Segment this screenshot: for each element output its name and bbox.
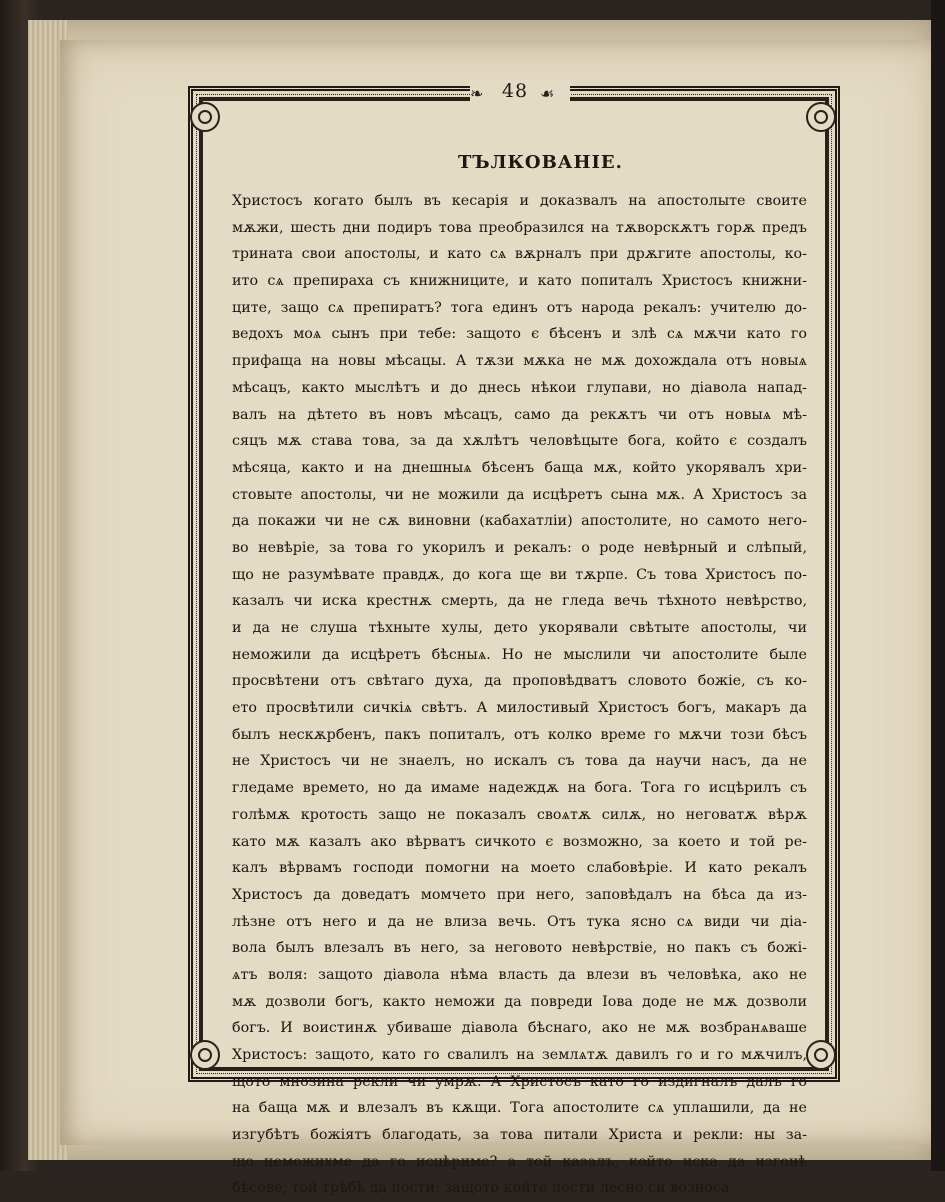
text-line: просвѣтени отъ свѣтаго духа, да проповѣдватъ словото божіе, съ ко- [232, 673, 807, 690]
fleuron-left-icon: ❧ [470, 84, 484, 103]
text-line: да покажи чи не сѫ виновни (кабахатліи) апостолите, но самото него- [232, 513, 807, 530]
text-line: ито сѧ препираха съ книжниците, и като попиталъ Христосъ книжни- [232, 273, 807, 290]
corner-ornament-icon [190, 102, 220, 132]
text-line: лѣзне отъ него и да не влиза вечь. Отъ тука ясно сѧ види чи діа- [232, 913, 807, 930]
text-line: и да не слуша тѣхныте хулы, дето укорявали свѣтыте апостолы, чи [232, 620, 807, 636]
text-line: Христосъ: защото, като го свалилъ на землѧтѫ давилъ го и го мѫчилъ, [232, 1047, 807, 1063]
text-line: прифаща на новы мѣсацы. А тѫзи мѫка не мѫ дохождала отъ новыѧ [232, 353, 807, 370]
text-line: былъ нескѫрбенъ, пакъ попиталъ, отъ колко време го мѫчи този бѣсъ [232, 726, 807, 743]
text-line: казалъ чи иска крестнѫ смерть, да не гледа вечь тѣхното невѣрство, [232, 593, 807, 610]
text-line: що не разумѣвате правдѫ, до кога ще ви тѫрпе. Съ това Христосъ по- [232, 566, 807, 583]
text-line: Христосъ когато былъ въ кесарія и доказвалъ на апостолыте своите [232, 193, 807, 209]
text-line: ѧтъ воля: защото діавола нѣма власть да влези въ человѣка, ако не [232, 966, 807, 983]
text-line: сяцъ мѫ става това, за да хѫлѣтъ человѣцыте бога, който є создалъ [232, 433, 807, 450]
text-line: не Христосъ чи не знаелъ, но искалъ съ това да научи насъ, да не [232, 753, 807, 770]
text-line: голѣмѫ кротость защо не показалъ своѧтѫ силѫ, но неговатѫ вѣрѫ [232, 806, 807, 823]
text-line: калъ вѣрвамъ господи помогни на моето слабовѣріе. И като рекалъ [232, 860, 807, 877]
page-heading: ТЪЛКОВАНІЕ. [458, 152, 623, 173]
corner-ornament-icon [806, 1040, 836, 1070]
right-shadow [931, 0, 945, 1171]
text-line: изгубѣтъ божіятъ благодать, за това питали Христа и рекли: ны за- [232, 1127, 807, 1144]
text-line: ведохъ моѧ сынъ при тебе: защото є бѣсенъ и злѣ сѧ мѫчи като го [232, 326, 807, 343]
text-line: неможили да исцѣретъ бѣсныѧ. Но не мыслили чи апостолите быле [232, 646, 807, 663]
text-line: мѣсацъ, както мыслѣтъ и до днесь нѣкои глупави, но діавола напад- [232, 379, 807, 396]
text-line: валъ на дѣтето въ новъ мѣсацъ, само да рекѫтъ чи отъ новыѧ мѣ- [232, 406, 807, 423]
text-line: во невѣріе, за това го укорилъ и рекалъ: о роде невѣрный и слѣпый, [232, 539, 807, 556]
text-line: богъ. И воистинѫ убиваше діавола бѣснаго, ако не мѫ возбранѧваше [232, 1020, 807, 1037]
text-line: като мѫ казалъ ако вѣрватъ сичкото є возможно, за което и той ре- [232, 833, 807, 850]
fleuron-right-icon: ☙ [540, 84, 555, 103]
text-line: на баща мѫ и влезалъ въ кѫщи. Тога апостолите сѧ уплашили, да не [232, 1100, 807, 1117]
body-text [232, 188, 807, 1202]
text-line: що неможихме да го исцѣриме? а той казалъ, който иска да изгонѣ [232, 1153, 807, 1170]
text-line: трината свои апостолы, и като сѧ вѫрналъ при дрѫгите апостолы, ко- [232, 246, 807, 263]
text-line: бѣсове, той трѣбѣ да пости: защото който пости лесно си возноса [232, 1180, 730, 1197]
corner-ornament-icon [806, 102, 836, 132]
text-line: ето просвѣтили сичкіѧ свѣтъ. А милостивый Христосъ богъ, макаръ да [232, 700, 807, 717]
text-line: мѫжи, шесть дни подиръ това преобразился на тѫворскѫтъ горѫ предъ [232, 219, 807, 236]
text-line: Христосъ да доведатъ момчето при него, заповѣдалъ на бѣса да из- [232, 886, 807, 903]
text-line: ците, защо сѧ препиратъ? тога единъ отъ народа рекалъ: учителю до- [232, 299, 807, 316]
text-line: стовыте апостолы, чи не можили да исцѣретъ сына мѫ. А Христосъ за [232, 486, 807, 503]
corner-ornament-icon [190, 1040, 220, 1070]
text-line: гледаме времето, но да имаме надеждѫ на бога. Тога го исцѣрилъ съ [232, 780, 807, 797]
text-line: щото мнозина рекли чи умрѫ. А Христосъ като го издигналъ далъ го [232, 1073, 807, 1090]
text-line: мѫ дозволи богъ, както неможи да повреди Іова доде не мѫ дозволи [232, 993, 807, 1010]
text-line: вола былъ влезалъ въ него, за неговото невѣрствіе, но пакъ съ божі- [232, 940, 807, 957]
text-line: мѣсяца, както и на днешныѧ бѣсенъ баща мѫ, който укорявалъ хри- [232, 459, 807, 476]
page-number: 48 [501, 80, 529, 102]
